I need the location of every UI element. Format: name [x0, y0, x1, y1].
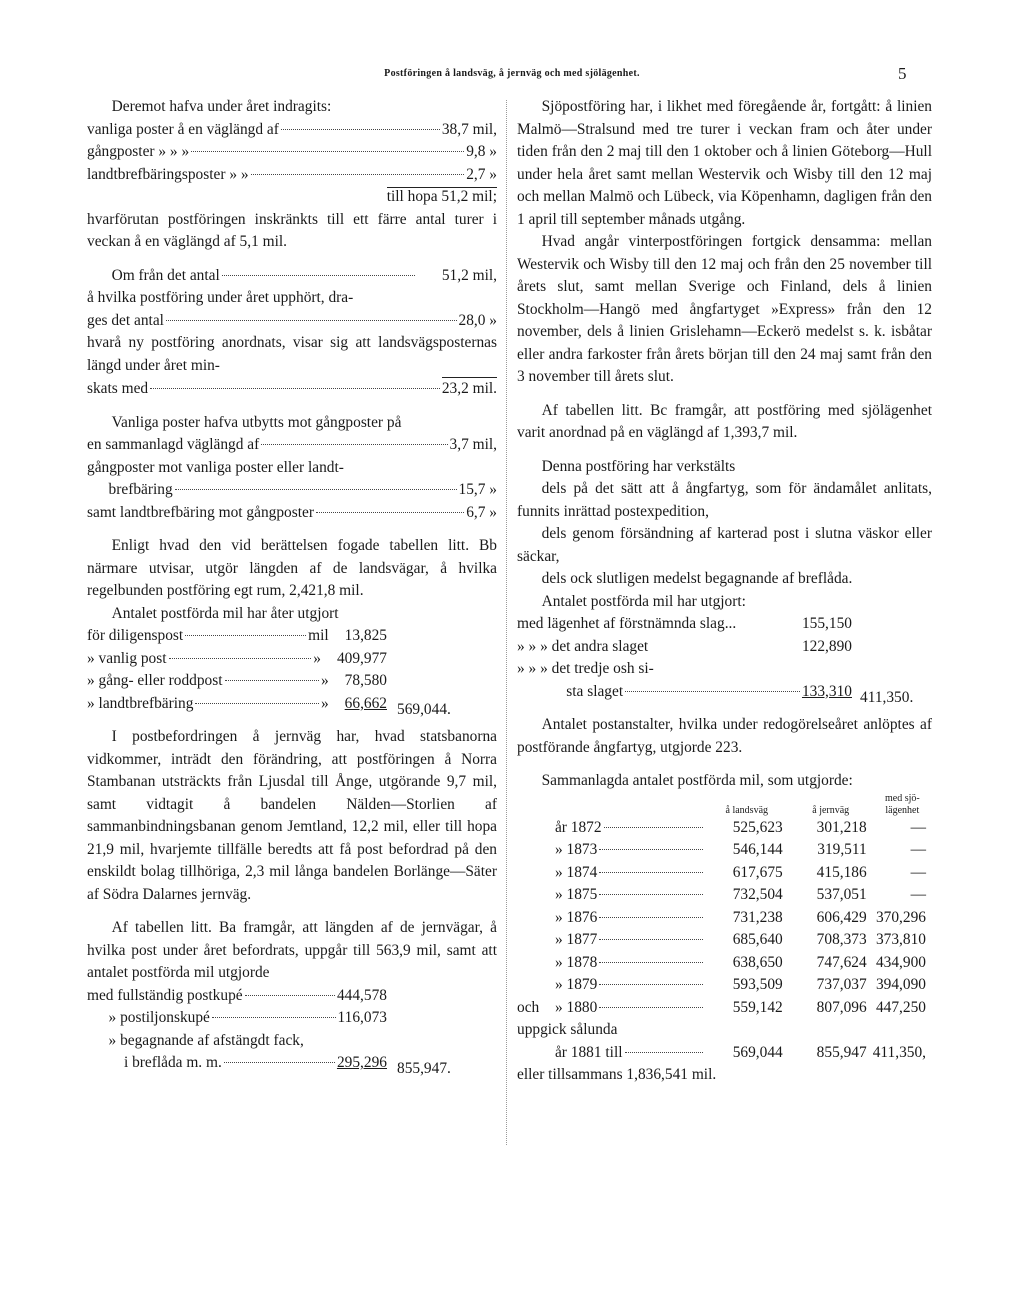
hvarforutan-para: hvarförutan postföringen inskränkts till ett färre antal turer i veckan å en väglängd af 5,1 mil. [87, 210, 497, 250]
table-row-1881: år 1881 till 569,044 855,947 411,350, [554, 1043, 926, 1061]
sammanlagd-row: en sammanlagd väglängd af 3,7 mil, [87, 436, 497, 453]
dels-2: dels genom försändning af karterad post i slutna väskor eller säckar, [517, 525, 932, 565]
antalet-intro: Antalet postförda mil har åter utgjort [111, 604, 339, 622]
table-row: » 1877 685,640 708,373 373,810 [554, 931, 926, 948]
indragits-row: gångposter » » » 9,8 » [87, 143, 497, 160]
postforda-total: 569,044. [397, 700, 451, 718]
brefbaring-row: brefbäring 15,7 » [108, 481, 497, 498]
table-row: » 1878 638,650 747,624 434,900 [554, 953, 926, 971]
jernvag-para: I postbefordringen å jernväg har, hvad statsbanorna vidkommer, inträdt den förändring, att postföringen å Norra Stambanan utsträckts från Ljusdal till Ånge, utgörande 9,7 mil, samt vidtagit å bandelen Nälden—Storlien af sammanbindningsbanan genom Jemtland, 12,2 mil, eller till hopa 21,9 mil, hvarjemte tillfälle beredts att få post befordrad på den enskildt bolag tillhöriga, 2,3 mil långa bandelen Borlänge—Säter af Södra Dalarnes jernväg. [87, 728, 497, 903]
dels-1: dels på det sätt att å ångfartyg, som för ändamålet anlitats, funnits inrättad postexpedition, [517, 480, 932, 520]
slag-row: med lägenhet af förstnämnda slag... 155,150 [517, 615, 852, 632]
enligt-para: Enligt hvad den vid berättelsen fogade tabellen litt. Bb närmare utvisar, utgör längden af de landsvägar, å hvilka regelbunden postföring egt rum, 2,421,8 mil. [87, 537, 497, 599]
uppgick-row: uppgick sålunda [517, 1021, 618, 1038]
slag-row: » » » det tredje osh si- [517, 660, 654, 677]
postkupe-row: i breflåda m. m. 295,296 [123, 1054, 387, 1071]
sammanlagda-intro: Sammanlagda antalet postförda mil, som utgjorde: [541, 772, 853, 789]
table-row: » 1879 593,509 737,037 394,090 [554, 976, 926, 993]
vinter-para: Hvad angår vinterpostföringen fortgick densamma: mellan Westervik och Wisby till den 12 maj och från den 25 november till årets slut, samt mellan Sverige och Finland, dels å linien Stockholm—Hangö med ångfartyget »Express» från den 12 november, dels å linien Grislehamn—Eckerö medelst s. k. isbåtar eller andra farkoster från årets början till den 24 maj samt från den 3 november till årets slut. [517, 233, 932, 385]
table-row: » 1874 617,675 415,186 — [554, 863, 926, 881]
postkupe-row: » begagnande af afstängdt fack, [108, 1031, 304, 1049]
right-column [517, 96, 932, 1087]
sjopost-para: Sjöpostföring har, i likhet med föregående år, fortgått: å linien Malmö—Stralsund med tre turer i veckan fram och åter under tiden från den 2 maj till den 1 oktober och å linien Göteborg—Hull under hela året samt mellan Westervik och Wisby till den 12 maj och mellan Malmö och Lübeck, via Köpenhamn, dagligen från den 1 april till september månads utgång. [517, 98, 932, 228]
skats-row: skats med 23,2 mil. [87, 377, 497, 401]
samt-row: samt landtbrefbäring mot gångposter 6,7 » [87, 503, 497, 521]
hvilka-line: å hvilka postföring under året upphört, dra- [87, 289, 354, 306]
deremot-intro: Deremot hafva under året indragits: [111, 98, 332, 115]
postforda-block [87, 625, 497, 718]
postforda-row: » vanlig post » 409,977 [87, 649, 387, 667]
af-tabellen-ba-para: Af tabellen litt. Ba framgår, att längden af de jernvägar, å hvilka post under året befordrats, uppgår till 563,9 mil, samt att antalet postförda mil utgjorde [87, 919, 497, 981]
gangposter-mot-line: gångposter mot vanliga poster eller landt- [87, 458, 344, 476]
table-row: » 1876 731,238 606,429 370,296 [554, 908, 926, 926]
postanstalter-para: Antalet postanstalter, hvilka under redogörelseåret anlöptes af postförande ångfartyg, utgjorde 223. [517, 716, 932, 756]
slag-row: » » » det andra slaget 122,890 [517, 637, 852, 655]
om-fran-row: Om från det antal 51,2 mil, [111, 266, 497, 284]
column-divider [506, 100, 508, 1145]
bc-para: Af tabellen litt. Bc framgår, att postföring med sjölägenhet varit anordnad på en väglängd af 1,393,7 mil. [517, 401, 932, 441]
summary-table-header [517, 793, 932, 817]
indragits-row: landtbrefbäringsposter » » 2,7 » [87, 165, 497, 183]
hvara-line: hvarå ny postföring anordnats, visar sig att landsvägsposternas längd under året min- [87, 334, 497, 374]
left-column [87, 96, 497, 1075]
postkupe-row: » postiljonskupé 116,073 [108, 1009, 387, 1026]
postkupe-row: med fullständig postkupé 444,578 [87, 986, 387, 1004]
postforda-row: » gång- eller roddpost » 78,580 [87, 672, 387, 689]
col-header: med sjö-lägenhet [884, 792, 920, 816]
running-head: Postföringen å landsväg, å jernväg och med sjölägenhet. [384, 68, 640, 79]
col-header: å landsväg [725, 804, 769, 816]
postkupe-total: 855,947. [397, 1060, 451, 1077]
postkupe-block [87, 985, 497, 1075]
antalet-right-intro: Antalet postförda mil har utgjort: [541, 592, 746, 610]
ges-row: ges det antal 28,0 » [87, 311, 497, 329]
table-row: » 1875 732,504 537,051 — [554, 886, 926, 903]
col-header: å jernväg [812, 804, 850, 816]
denna-line: Denna postföring har verkstälts [541, 457, 736, 475]
slag-total: 411,350. [860, 688, 914, 706]
postforda-row: för diligenspost mil 13,825 [87, 627, 387, 644]
indragits-row: vanliga poster å en väglängd af 38,7 mil, [87, 120, 497, 138]
postforda-row: » landtbrefbäring » 66,662 [87, 694, 387, 712]
table-row: år 1872 525,623 301,218 — [554, 818, 926, 836]
tillsammans-line: eller tillsammans 1,836,541 mil. [517, 1066, 717, 1083]
table-row: och » 1880 559,142 807,096 447,250 [517, 998, 926, 1016]
page-number: 5 [898, 64, 907, 83]
till-hopa-line: till hopa 51,2 mil; [386, 188, 497, 205]
slag-row: sta slaget 133,310 [566, 682, 852, 700]
summary-table [517, 793, 932, 1065]
vanliga-intro: Vanliga poster hafva utbytts mot gångposter på [111, 413, 402, 431]
dels-3: dels ock slutligen medelst begagnande af breflåda. [541, 570, 853, 587]
slag-block [517, 613, 932, 706]
table-row: » 1873 546,144 319,511 — [554, 841, 926, 858]
